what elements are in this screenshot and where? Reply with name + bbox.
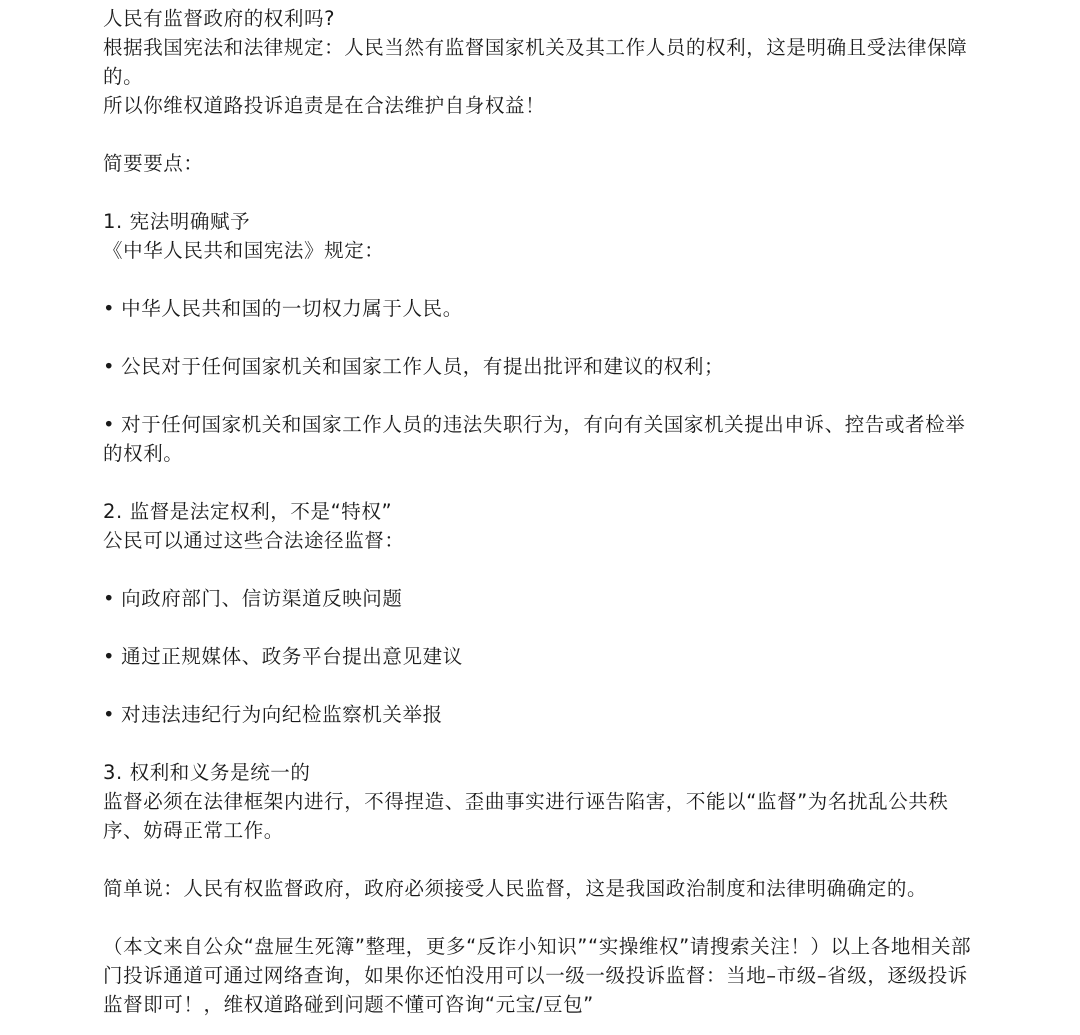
bullet-icon: • (103, 703, 116, 726)
spacer (103, 729, 973, 758)
list-item-text: 通过正规媒体、政务平台提出意见建议 (121, 645, 463, 668)
spacer (103, 845, 973, 874)
list-item (103, 700, 973, 729)
list-item (103, 642, 973, 671)
bullet-icon: • (103, 355, 116, 378)
spacer (103, 265, 973, 294)
list-item (103, 584, 973, 613)
section1-lead: 《中华人民共和国宪法》规定： (103, 239, 385, 262)
spacer (103, 468, 973, 497)
list-item (103, 410, 973, 468)
spacer (103, 555, 973, 584)
bullet-icon: • (103, 297, 116, 320)
bullet-icon: • (103, 587, 116, 610)
intro-question: 人民有监督政府的权利吗? (103, 7, 336, 30)
section2-lead: 公民可以通过这些合法途径监督： (103, 529, 405, 552)
spacer (103, 120, 973, 149)
section2-heading: 2. 监督是法定权利，不是“特权” (103, 500, 393, 523)
list-item-text: 中华人民共和国的一切权力属于人民。 (121, 297, 463, 320)
list-item-text: 公民对于任何国家机关和国家工作人员，有提出批评和建议的权利； (121, 355, 725, 378)
spacer (103, 671, 973, 700)
spacer (103, 178, 973, 207)
article-body (103, 4, 973, 1019)
spacer (103, 381, 973, 410)
section3-body: 监督必须在法律框架内进行，不得捏造、歪曲事实进行诬告陷害，不能以“监督”为名扰乱公共秩序、妨碍正常工作。 (103, 790, 949, 842)
list-item (103, 294, 973, 323)
list-item-text: 对于任何国家机关和国家工作人员的违法失职行为，有向有关国家机关提出申诉、控告或者检举的权利。 (103, 413, 966, 465)
intro-answer: 根据我国宪法和法律规定：人民当然有监督国家机关及其工作人员的权利，这是明确且受法律保障的。 (103, 36, 968, 88)
conclusion: 简单说：人民有权监督政府，政府必须接受人民监督，这是我国政治制度和法律明确确定的。 (103, 877, 928, 900)
spacer (103, 903, 973, 932)
bullet-icon: • (103, 645, 116, 668)
list-item-text: 向政府部门、信访渠道反映问题 (121, 587, 403, 610)
list-item (103, 352, 973, 381)
list-item-text: 对违法违纪行为向纪检监察机关举报 (121, 703, 443, 726)
section1-heading: 1. 宪法明确赋予 (103, 210, 251, 233)
summary-heading: 简要要点： (103, 152, 204, 175)
footer-note: （本文来自公众“盘屉生死簿”整理，更多“反诈小知识”“实操维权”请搜索关注！）以上各地相关部门投诉通道可通过网络查询，如果你还怕没用可以一级一级投诉监督：当地–市级–省级，逐级投诉监督即可！，维权道路碰到问题不懂可咨询“元宝/豆包” (103, 935, 972, 1016)
spacer (103, 323, 973, 352)
spacer (103, 613, 973, 642)
section3-heading: 3. 权利和义务是统一的 (103, 761, 311, 784)
bullet-icon: • (103, 413, 116, 436)
intro-conclusion: 所以你维权道路投诉追责是在合法维护自身权益！ (103, 94, 546, 117)
